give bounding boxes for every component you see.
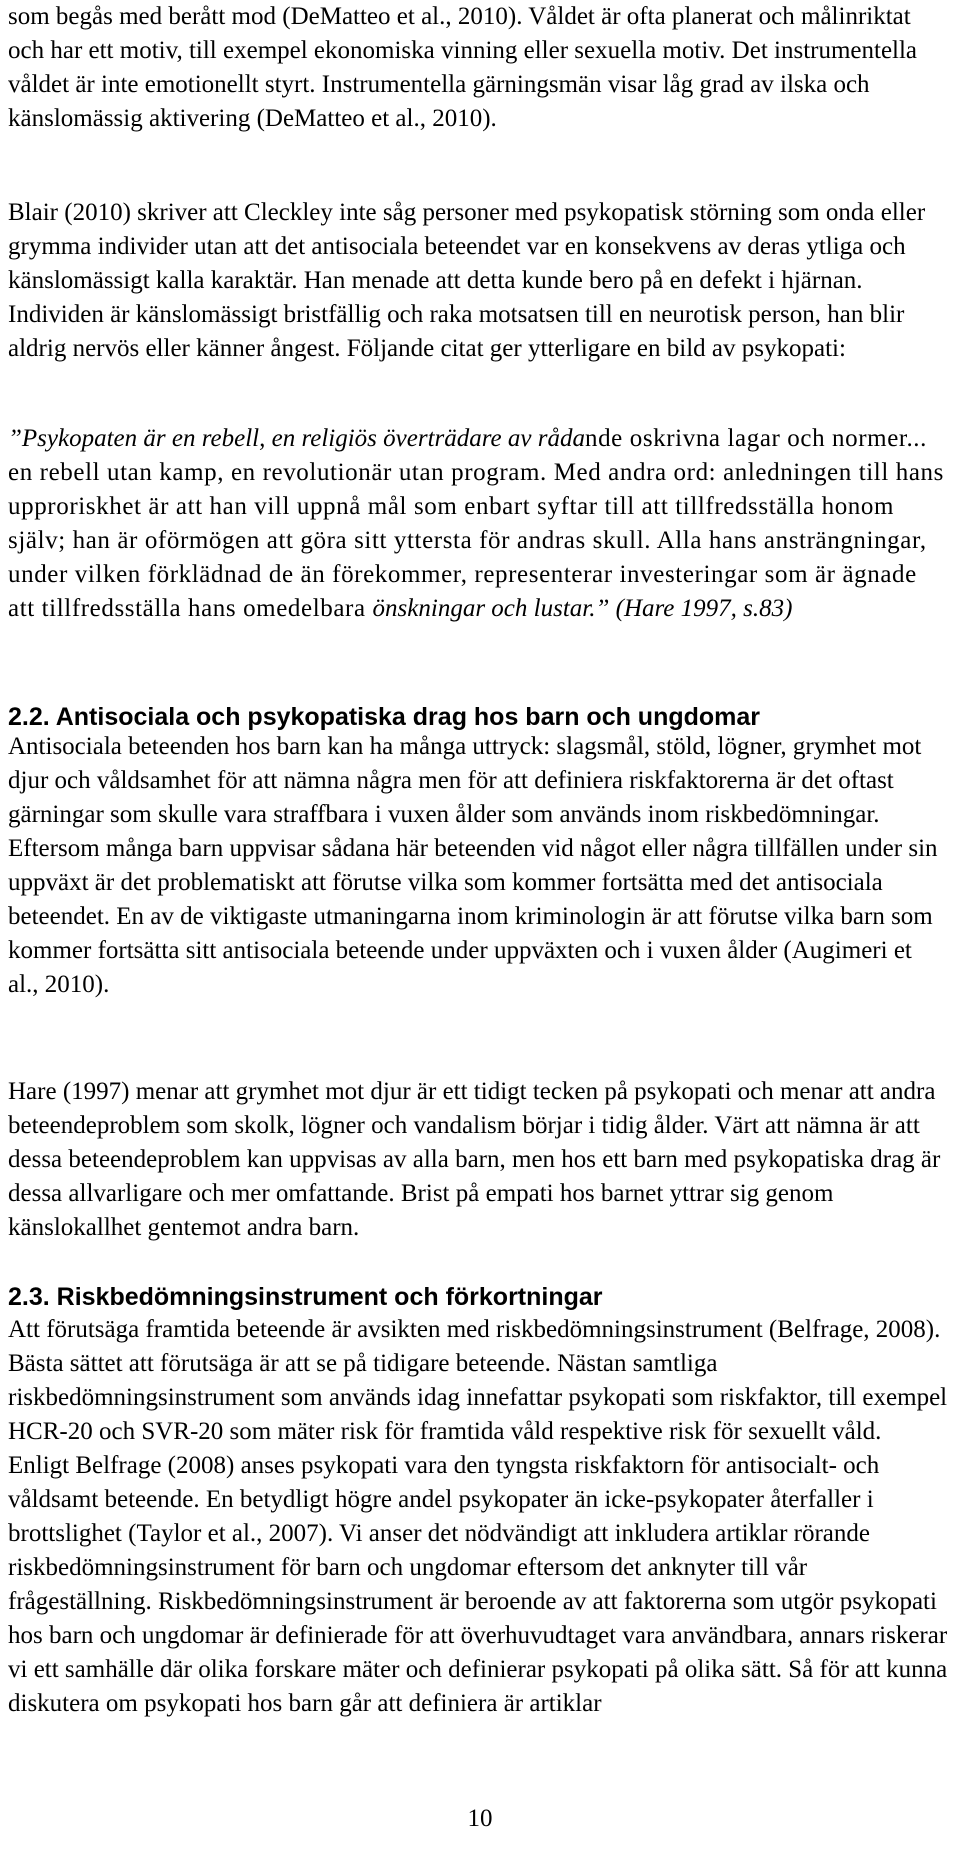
body-paragraph-blair: Blair (2010) skriver att Cleckley inte såg personer med psykopatisk störning som onda eller grymma individer utan att det antisociala beteendet var en konsekvens av deras ytliga och känslomässigt kalla karaktär. Han menade att detta kunde bero på en defekt i hjärnan. Individen är känslomässigt bristfällig och raka motsatsen till en neurotisk person, han blir aldrig nervös eller känner ångest. Följande citat ger ytterligare en bild av psykopati: bbox=[8, 199, 926, 362]
body-paragraph-2-3: Att förutsäga framtida beteende är avsikten med riskbedömningsinstrument (Belfrage, 2008). Bästa sättet att förutsäga är att se på tidigare beteende. Nästan samtliga riskbedömningsinstrument som används idag innefattar psykopati som riskfaktor, till exempel HCR-20 och SVR-20 som mäter risk för framtida våld respektive risk för sexuellt våld. Enligt Belfrage (2008) anses psykopati vara den tyngsta riskfaktorn för antisocialt- och våldsamt beteende. En betydligt högre andel psykopater än icke-psykopater återfaller i brottslighet (Taylor et al., 2007). Vi anser det nödvändigt att inkludera artiklar rörande riskbedömningsinstrument för barn och ungdomar eftersom det anknyter till vår frågeställning. Riskbedömningsinstrument är beroende av att faktorerna som utgör psykopati hos barn och ungdomar är definierade för att överhuvudtaget vara användbara, annars riskerar vi ett samhälle där olika forskare mäter och definierar psykopati på olika sätt. Så för att kunna diskutera om psykopati hos barn går att definiera är artiklar bbox=[8, 1316, 948, 1717]
body-paragraph-2-2-b: Hare (1997) menar att grymhet mot djur är ett tidigt tecken på psykopati och menar att andra beteendeproblem som skolk, lögner och vandalism börjar i tidig ålder. Värt att nämna är att dessa beteendeproblem kan uppvisas av alla barn, men hos ett barn med psykopatiska drag är dessa allvarligare och mer omfattande. Brist på empati hos barnet yttrar sig genom känslokallhet gentemot andra barn. bbox=[8, 1078, 941, 1241]
page-number: 10 bbox=[467, 1805, 493, 1832]
quote-italic-end: önskningar och lustar.” (Hare 1997, s.83) bbox=[372, 595, 793, 622]
body-paragraph-intro: som begås med berått mod (DeMatteo et al., 2010). Våldet är ofta planerat och målinriktat och har ett motiv, till exempel ekonomiska vinning eller sexuella motiv. Det instrumentella våldet är inte emotionellt styrt. Instrumentella gärningsmän visar låg grad av ilska och känslomässig aktivering (DeMatteo et al., 2010). bbox=[8, 3, 918, 132]
quote-body: nde oskrivna lagar och normer... en rebell utan kamp, en revolutionär utan program. Med andra ord: anledningen till hans upproriskhet är att han vill uppnå mål som enbart syftar till att tillfredsställa honom själv; han är oförmögen att göra sitt yttersta för andras skull. Alla hans ansträngningar, under vilken förklädnad de än förekommer, representerar investeringar som är ägnade att tillfredsställa hans omedelbara bbox=[8, 425, 944, 622]
section-heading-2-3: 2.3. Riskbedömningsinstrument och förkortningar bbox=[8, 1283, 603, 1311]
body-paragraph-2-2-a: Antisociala beteenden hos barn kan ha många uttryck: slagsmål, stöld, lögner, grymhet mot djur och våldsamhet för att nämna några men för att definiera riskfaktorerna är det oftast gärningar som skulle vara straffbara i vuxen ålder som används inom riskbedömningar. Eftersom många barn uppvisar sådana här beteenden vid något eller några tillfällen under sin uppväxt är det problematiskt att förutse vilka som kommer fortsätta med det antisociala beteendet. En av de viktigaste utmaningarna inom kriminologin är att förutse vilka barn som kommer fortsätta sitt antisociala beteende under uppväxten och i vuxen ålder (Augimeri et al., 2010). bbox=[8, 733, 938, 998]
block-quote bbox=[8, 422, 948, 626]
quote-italic-start: ”Psykopaten är en rebell, en religiös överträdare av råda bbox=[8, 425, 585, 452]
section-heading-2-2: 2.2. Antisociala och psykopatiska drag hos barn och ungdomar bbox=[8, 703, 761, 731]
